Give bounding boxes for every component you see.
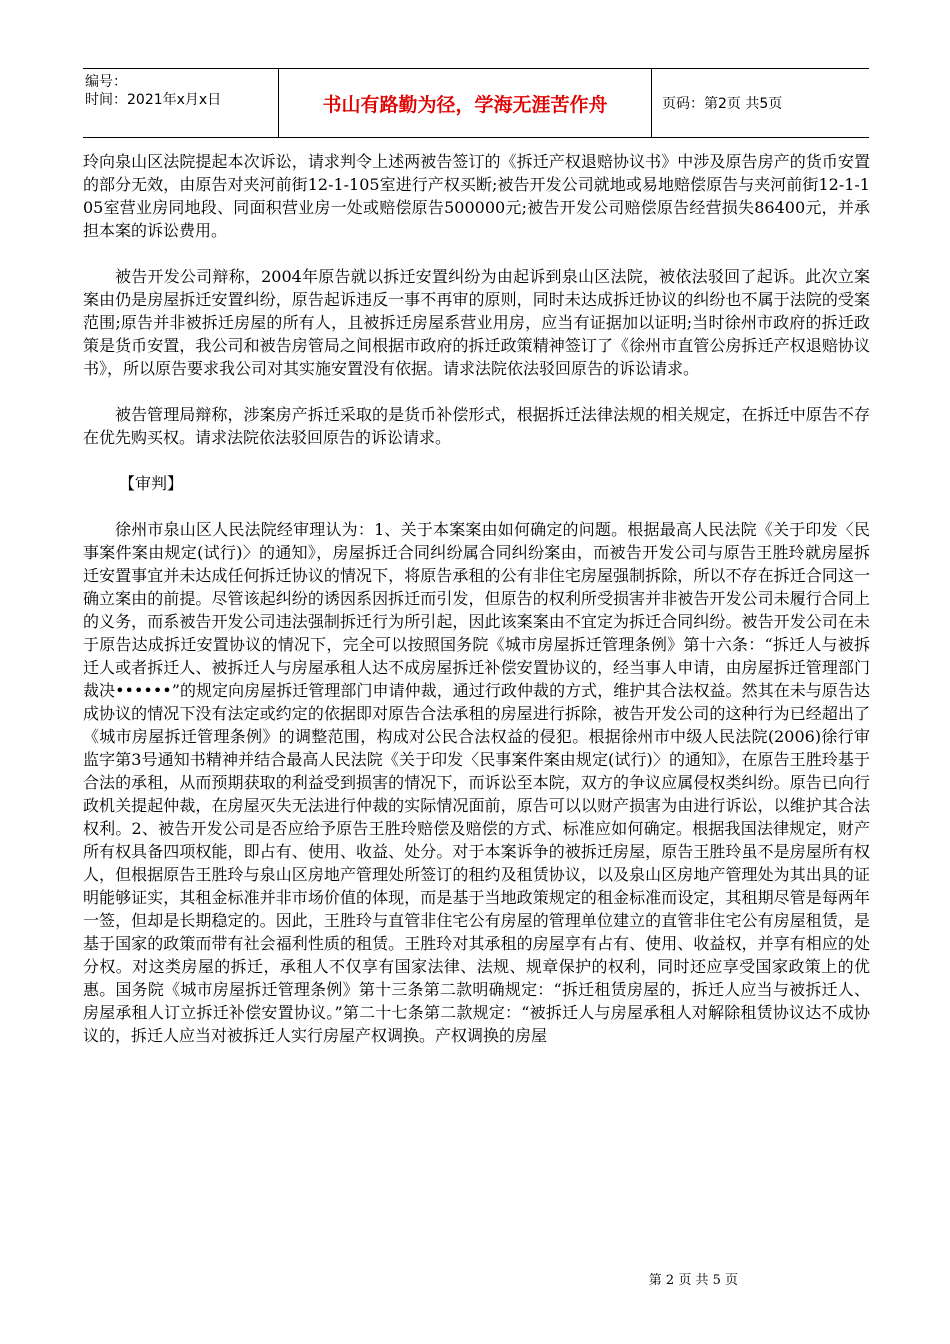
paragraph-court-reasoning: 徐州市泉山区人民法院经审理认为：1、关于本案案由如何确定的问题。根据最高人民法院《关于印发〈民事案件案由规定(试行)〉的通知》，房屋拆迁合同纠纷属合同纠纷案由，而被告开发公司与原告王胜玲就房屋拆迁安置事宜并未达成任何拆迁协议的情况下，将原告承租的公有非住宅房屋强制拆除，所以不存在拆迁合同这一确立案由的前提。尽管该起纠纷的诱因系因拆迁而引发，但原告的权利所受损害并非被告开发公司未履行合同上的义务，而系被告开发公司违法强制拆迁行为所引起，因此该案案由不宜定为拆迁合同纠纷。被告开发公司在未于原告达成拆迁安置协议的情况下，完全可以按照国务院《城市房屋拆迁管理条例》第十六条：“拆迁人与被拆迁人或者拆迁人、被拆迁人与房屋承租人达不成房屋拆迁补偿安置协议的，经当事人申请，由房屋拆迁管理部门裁决••••••”的规定向房屋拆迁管理部门申请仲裁，通过行政仲裁的方式，维护其合法权益。然其在未与原告达成协议的情况下没有法定或约定的依据即对原告合法承租的房屋进行拆除，被告开发公司的这种行为已经超出了《城市房屋拆迁管理条例》的调整范围，构成对公民合法权益的侵犯。根据徐州市中级人民法院(2006)徐行审监字第3号通知书精神并结合最高人民法院《关于印发〈民事案件案由规定(试行)〉的通知》，在原告王胜玲基于合法的承租，从而预期获取的利益受到损害的情况下，而诉讼至本院，双方的争议应属侵权类纠纷。原告已向行政机关提起仲裁，在房屋灭失无法进行仲裁的实际情况面前，原告可以以财产损害为由进行诉讼，以维护其合法权利。2、被告开发公司是否应给予原告王胜玲赔偿及赔偿的方式、标准应如何确定。根据我国法律规定，财产所有权具备四项权能，即占有、使用、收益、处分。对于本案诉争的被拆迁房屋，原告王胜玲虽不是房屋所有权人，但根据原告王胜玲与泉山区房地产管理处所签订的租约及租赁协议，以及泉山区房地产管理处为其出具的证明能够证实，其租金标准并非市场价值的体现，而是基于当地政策规定的租金标准而设定，其租期尽管是每两年一签，但却是长期稳定的。因此，王胜玲与直管非住宅公有房屋的管理单位建立的直管非住宅公有房屋租赁，是基于国家的政策而带有社会福利性质的租赁。王胜玲对其承租的房屋享有占有、使用、收益权，并享有相应的处分权。对这类房屋的拆迁，承租人不仅享有国家法律、法规、规章保护的权利，同时还应享受国家政策上的优惠。国务院《城市房屋拆迁管理条例》第十三条第二款明确规定：“拆迁租赁房屋的，拆迁人应当与被拆迁人、房屋承租人订立拆迁补偿安置协议。”第二十七条第二款规定：“被拆迁人与房屋承租人对解除租赁协议达不成协议的，拆迁人应当对被拆迁人实行房屋产权调换。产权调换的房屋 [83, 520, 870, 1045]
footer-page-number: 第 2 页 共 5 页 [648, 1273, 738, 1288]
paragraph-developer-defense: 被告开发公司辩称，2004年原告就以拆迁安置纠纷为由起诉到泉山区法院，被依法驳回了起诉。此次立案案由仍是房屋拆迁安置纠纷，原告起诉违反一事不再审的原则，同时未达成拆迁协议的纠纷也不属于法院的受案范围;原告并非被拆迁房屋的所有人，且被拆迁房屋系营业用房，应当有证据加以证明;当时徐州市政府的拆迁政策是货币安置，我公司和被告房管局之间根据市政府的拆迁政策精神签订了《徐州市直管公房拆迁产权退赔协议书》，所以原告要求我公司对其实施安置没有依据。请求法院依法驳回原告的诉讼请求。 [83, 267, 870, 378]
header-motto: 书山有路勤为径，学海无涯苦作舟 [279, 69, 652, 137]
header-page-info: 页码：第2页 共5页 [662, 96, 783, 112]
section-title-judgment: 【审判】 [119, 474, 184, 493]
doc-date: 时间：2021年x月x日 [85, 92, 222, 108]
paragraph-plaintiff-claims: 玲向泉山区法院提起本次诉讼，请求判令上述两被告签订的《拆迁产权退赔协议书》中涉及原告房产的货币安置的部分无效，由原告对夹河前街12-1-105室进行产权买断;被告开发公司就地或易地赔偿原告与夹河前街12-1-105室营业房同地段、同面积营业房一处或赔偿原告500000元;被告开发公司赔偿原告经营损失86400元，并承担本案的诉讼费用。 [83, 152, 870, 240]
paragraph-bureau-defense: 被告管理局辩称，涉案房产拆迁采取的是货币补偿形式，根据拆迁法律法规的相关规定，在拆迁中原告不存在优先购买权。请求法院依法驳回原告的诉讼请求。 [83, 405, 870, 447]
page-header [83, 68, 869, 138]
doc-number-label: 编号： [85, 74, 127, 90]
document-body [83, 150, 870, 1047]
header-meta [83, 69, 279, 137]
page-footer [0, 1269, 950, 1288]
